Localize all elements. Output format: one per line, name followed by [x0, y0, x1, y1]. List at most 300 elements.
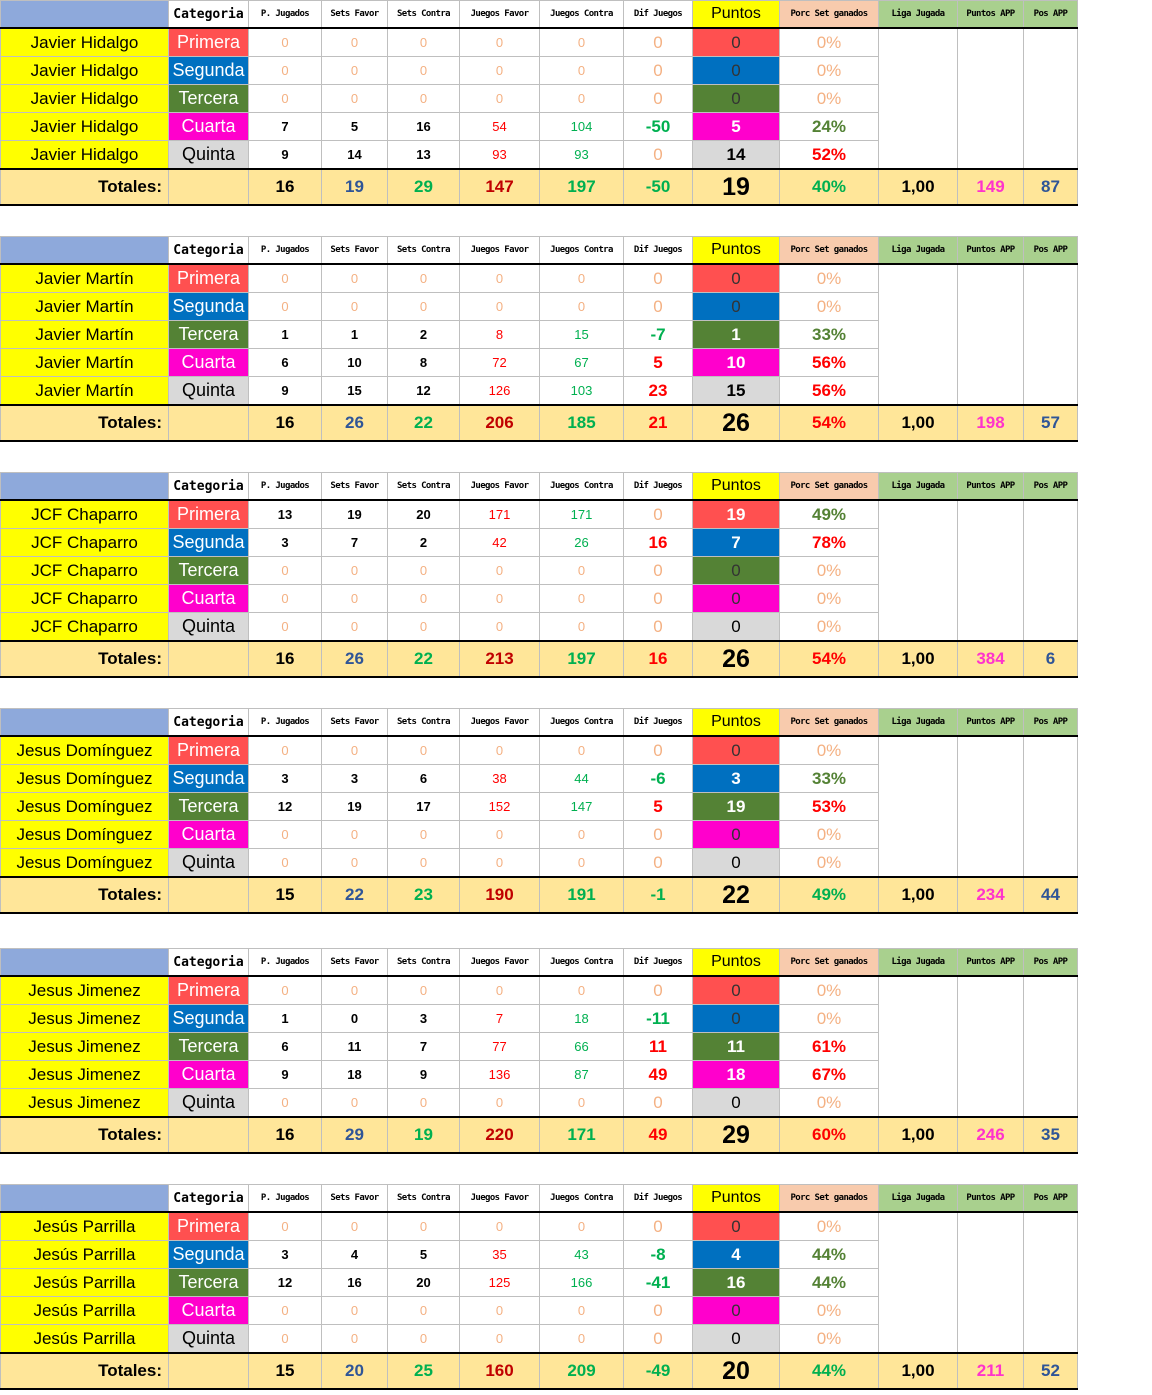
- puntos-cell[interactable]: 14: [693, 141, 780, 170]
- juegos-contra-cell[interactable]: 0: [540, 976, 624, 1005]
- juegos-favor-cell[interactable]: 171: [460, 500, 540, 529]
- porc-set-cell[interactable]: 0%: [780, 28, 879, 57]
- juegos-contra-cell[interactable]: 18: [540, 1005, 624, 1033]
- player-name-cell[interactable]: JCF Chaparro: [1, 529, 169, 557]
- dif-juegos-cell[interactable]: 0: [624, 85, 693, 113]
- juegos-contra-cell[interactable]: 26: [540, 529, 624, 557]
- sets-favor-cell[interactable]: 0: [322, 736, 388, 765]
- juegos-favor-cell[interactable]: 0: [460, 613, 540, 642]
- porc-set-cell[interactable]: 53%: [780, 793, 879, 821]
- header-dif-juegos[interactable]: Dif Juegos: [624, 1, 693, 29]
- total-juegos-favor[interactable]: 213: [460, 641, 540, 677]
- header-blank-cell[interactable]: [1, 1, 169, 29]
- p-jugados-cell[interactable]: 12: [249, 1269, 322, 1297]
- header-sets-favor[interactable]: Sets Favor: [322, 473, 388, 501]
- juegos-favor-cell[interactable]: 35: [460, 1241, 540, 1269]
- puntos-app-cell[interactable]: [958, 500, 1024, 641]
- dif-juegos-cell[interactable]: 11: [624, 1033, 693, 1061]
- sets-contra-cell[interactable]: 0: [388, 293, 460, 321]
- header-puntos-app[interactable]: Puntos APP: [958, 709, 1024, 737]
- player-name-cell[interactable]: Jesus Jimenez: [1, 976, 169, 1005]
- total-pos-app[interactable]: 35: [1024, 1117, 1078, 1153]
- dif-juegos-cell[interactable]: 0: [624, 1297, 693, 1325]
- porc-set-cell[interactable]: 0%: [780, 1212, 879, 1241]
- p-jugados-cell[interactable]: 0: [249, 1325, 322, 1354]
- total-sets-contra[interactable]: 29: [388, 169, 460, 205]
- player-name-cell[interactable]: Javier Martín: [1, 264, 169, 293]
- sets-favor-cell[interactable]: 0: [322, 821, 388, 849]
- category-cell-quinta[interactable]: Quinta: [169, 141, 249, 170]
- total-sets-favor[interactable]: 19: [322, 169, 388, 205]
- header-pos-app[interactable]: Pos APP: [1024, 1185, 1078, 1213]
- juegos-contra-cell[interactable]: 15: [540, 321, 624, 349]
- total-sets-favor[interactable]: 26: [322, 641, 388, 677]
- juegos-favor-cell[interactable]: 0: [460, 849, 540, 878]
- puntos-cell[interactable]: 10: [693, 349, 780, 377]
- juegos-favor-cell[interactable]: 0: [460, 1297, 540, 1325]
- header-juegos-contra[interactable]: Juegos Contra: [540, 1185, 624, 1213]
- sets-favor-cell[interactable]: 0: [322, 976, 388, 1005]
- header-porc[interactable]: Porc Set ganados: [780, 709, 879, 737]
- header-puntos-app[interactable]: Puntos APP: [958, 949, 1024, 977]
- puntos-cell[interactable]: 3: [693, 765, 780, 793]
- player-name-cell[interactable]: Jesus Jimenez: [1, 1061, 169, 1089]
- category-cell-segunda[interactable]: Segunda: [169, 293, 249, 321]
- total-juegos-favor[interactable]: 160: [460, 1353, 540, 1389]
- pos-app-cell[interactable]: [1024, 500, 1078, 641]
- porc-set-cell[interactable]: 0%: [780, 849, 879, 878]
- header-porc[interactable]: Porc Set ganados: [780, 949, 879, 977]
- p-jugados-cell[interactable]: 1: [249, 1005, 322, 1033]
- header-juegos-favor[interactable]: Juegos Favor: [460, 1185, 540, 1213]
- porc-set-cell[interactable]: 0%: [780, 557, 879, 585]
- totals-blank-cell[interactable]: [169, 877, 249, 913]
- p-jugados-cell[interactable]: 9: [249, 377, 322, 406]
- p-jugados-cell[interactable]: 0: [249, 976, 322, 1005]
- dif-juegos-cell[interactable]: 5: [624, 349, 693, 377]
- header-dif-juegos[interactable]: Dif Juegos: [624, 709, 693, 737]
- header-puntos[interactable]: Puntos: [693, 949, 780, 977]
- header-p-jugados[interactable]: P. Jugados: [249, 1, 322, 29]
- juegos-contra-cell[interactable]: 44: [540, 765, 624, 793]
- p-jugados-cell[interactable]: 0: [249, 585, 322, 613]
- juegos-contra-cell[interactable]: 0: [540, 557, 624, 585]
- category-cell-cuarta[interactable]: Cuarta: [169, 585, 249, 613]
- p-jugados-cell[interactable]: 6: [249, 349, 322, 377]
- category-cell-cuarta[interactable]: Cuarta: [169, 113, 249, 141]
- header-sets-favor[interactable]: Sets Favor: [322, 709, 388, 737]
- total-puntos-app[interactable]: 211: [958, 1353, 1024, 1389]
- sets-favor-cell[interactable]: 0: [322, 264, 388, 293]
- juegos-favor-cell[interactable]: 0: [460, 1325, 540, 1354]
- player-name-cell[interactable]: Jesus Jimenez: [1, 1033, 169, 1061]
- juegos-favor-cell[interactable]: 0: [460, 57, 540, 85]
- p-jugados-cell[interactable]: 0: [249, 1089, 322, 1118]
- porc-set-cell[interactable]: 0%: [780, 585, 879, 613]
- puntos-cell[interactable]: 19: [693, 500, 780, 529]
- sets-contra-cell[interactable]: 7: [388, 1033, 460, 1061]
- category-cell-segunda[interactable]: Segunda: [169, 57, 249, 85]
- header-sets-contra[interactable]: Sets Contra: [388, 949, 460, 977]
- total-puntos[interactable]: 19: [693, 169, 780, 205]
- puntos-cell[interactable]: 18: [693, 1061, 780, 1089]
- total-pos-app[interactable]: 52: [1024, 1353, 1078, 1389]
- total-juegos-contra[interactable]: 209: [540, 1353, 624, 1389]
- puntos-app-cell[interactable]: [958, 1212, 1024, 1353]
- header-sets-contra[interactable]: Sets Contra: [388, 709, 460, 737]
- header-juegos-favor[interactable]: Juegos Favor: [460, 237, 540, 265]
- header-categoria[interactable]: Categoria: [169, 473, 249, 501]
- dif-juegos-cell[interactable]: 0: [624, 293, 693, 321]
- player-name-cell[interactable]: Jesús Parrilla: [1, 1212, 169, 1241]
- header-p-jugados[interactable]: P. Jugados: [249, 473, 322, 501]
- sets-favor-cell[interactable]: 14: [322, 141, 388, 170]
- p-jugados-cell[interactable]: 13: [249, 500, 322, 529]
- header-p-jugados[interactable]: P. Jugados: [249, 709, 322, 737]
- totals-blank-cell[interactable]: [169, 1353, 249, 1389]
- total-juegos-contra[interactable]: 191: [540, 877, 624, 913]
- total-p-jugados[interactable]: 16: [249, 405, 322, 441]
- player-name-cell[interactable]: JCF Chaparro: [1, 613, 169, 642]
- p-jugados-cell[interactable]: 12: [249, 793, 322, 821]
- header-puntos-app[interactable]: Puntos APP: [958, 237, 1024, 265]
- juegos-contra-cell[interactable]: 0: [540, 1325, 624, 1354]
- total-sets-contra[interactable]: 22: [388, 405, 460, 441]
- dif-juegos-cell[interactable]: 0: [624, 585, 693, 613]
- puntos-cell[interactable]: 0: [693, 736, 780, 765]
- dif-juegos-cell[interactable]: 0: [624, 736, 693, 765]
- header-juegos-contra[interactable]: Juegos Contra: [540, 1, 624, 29]
- total-puntos-app[interactable]: 234: [958, 877, 1024, 913]
- sets-contra-cell[interactable]: 16: [388, 113, 460, 141]
- total-porc-set[interactable]: 54%: [780, 405, 879, 441]
- header-liga[interactable]: Liga Jugada: [879, 473, 958, 501]
- juegos-contra-cell[interactable]: 0: [540, 1297, 624, 1325]
- total-porc-set[interactable]: 40%: [780, 169, 879, 205]
- total-liga-jugada[interactable]: 1,00: [879, 877, 958, 913]
- sets-favor-cell[interactable]: 0: [322, 293, 388, 321]
- player-name-cell[interactable]: JCF Chaparro: [1, 557, 169, 585]
- sets-contra-cell[interactable]: 0: [388, 613, 460, 642]
- header-categoria[interactable]: Categoria: [169, 949, 249, 977]
- porc-set-cell[interactable]: 0%: [780, 293, 879, 321]
- dif-juegos-cell[interactable]: 0: [624, 821, 693, 849]
- dif-juegos-cell[interactable]: 0: [624, 264, 693, 293]
- juegos-favor-cell[interactable]: 0: [460, 557, 540, 585]
- juegos-contra-cell[interactable]: 0: [540, 57, 624, 85]
- porc-set-cell[interactable]: 0%: [780, 1005, 879, 1033]
- juegos-contra-cell[interactable]: 87: [540, 1061, 624, 1089]
- header-juegos-favor[interactable]: Juegos Favor: [460, 473, 540, 501]
- category-cell-segunda[interactable]: Segunda: [169, 1005, 249, 1033]
- liga-jugada-cell[interactable]: [879, 264, 958, 405]
- porc-set-cell[interactable]: 33%: [780, 765, 879, 793]
- dif-juegos-cell[interactable]: -7: [624, 321, 693, 349]
- total-p-jugados[interactable]: 16: [249, 1117, 322, 1153]
- sets-contra-cell[interactable]: 0: [388, 1089, 460, 1118]
- puntos-cell[interactable]: 0: [693, 293, 780, 321]
- header-sets-favor[interactable]: Sets Favor: [322, 237, 388, 265]
- total-p-jugados[interactable]: 15: [249, 877, 322, 913]
- dif-juegos-cell[interactable]: 49: [624, 1061, 693, 1089]
- dif-juegos-cell[interactable]: -50: [624, 113, 693, 141]
- header-sets-favor[interactable]: Sets Favor: [322, 949, 388, 977]
- juegos-contra-cell[interactable]: 66: [540, 1033, 624, 1061]
- puntos-cell[interactable]: 0: [693, 976, 780, 1005]
- total-sets-contra[interactable]: 22: [388, 641, 460, 677]
- totals-blank-cell[interactable]: [169, 169, 249, 205]
- juegos-contra-cell[interactable]: 0: [540, 264, 624, 293]
- juegos-contra-cell[interactable]: 0: [540, 1089, 624, 1118]
- header-puntos[interactable]: Puntos: [693, 473, 780, 501]
- header-sets-contra[interactable]: Sets Contra: [388, 473, 460, 501]
- totals-blank-cell[interactable]: [169, 405, 249, 441]
- sets-favor-cell[interactable]: 0: [322, 585, 388, 613]
- sets-contra-cell[interactable]: 0: [388, 849, 460, 878]
- total-sets-favor[interactable]: 29: [322, 1117, 388, 1153]
- category-cell-primera[interactable]: Primera: [169, 264, 249, 293]
- juegos-favor-cell[interactable]: 38: [460, 765, 540, 793]
- juegos-contra-cell[interactable]: 0: [540, 821, 624, 849]
- total-juegos-contra[interactable]: 185: [540, 405, 624, 441]
- sets-contra-cell[interactable]: 12: [388, 377, 460, 406]
- puntos-cell[interactable]: 7: [693, 529, 780, 557]
- porc-set-cell[interactable]: 56%: [780, 377, 879, 406]
- category-cell-tercera[interactable]: Tercera: [169, 557, 249, 585]
- totals-label[interactable]: Totales:: [1, 1117, 169, 1153]
- porc-set-cell[interactable]: 0%: [780, 613, 879, 642]
- total-liga-jugada[interactable]: 1,00: [879, 1117, 958, 1153]
- sets-favor-cell[interactable]: 0: [322, 85, 388, 113]
- total-liga-jugada[interactable]: 1,00: [879, 169, 958, 205]
- header-puntos[interactable]: Puntos: [693, 1185, 780, 1213]
- header-liga[interactable]: Liga Jugada: [879, 237, 958, 265]
- total-puntos[interactable]: 20: [693, 1353, 780, 1389]
- dif-juegos-cell[interactable]: 0: [624, 28, 693, 57]
- total-juegos-favor[interactable]: 220: [460, 1117, 540, 1153]
- juegos-contra-cell[interactable]: 67: [540, 349, 624, 377]
- header-categoria[interactable]: Categoria: [169, 237, 249, 265]
- sets-contra-cell[interactable]: 0: [388, 736, 460, 765]
- total-liga-jugada[interactable]: 1,00: [879, 1353, 958, 1389]
- porc-set-cell[interactable]: 0%: [780, 264, 879, 293]
- juegos-favor-cell[interactable]: 0: [460, 293, 540, 321]
- category-cell-primera[interactable]: Primera: [169, 1212, 249, 1241]
- player-name-cell[interactable]: JCF Chaparro: [1, 585, 169, 613]
- porc-set-cell[interactable]: 78%: [780, 529, 879, 557]
- puntos-cell[interactable]: 15: [693, 377, 780, 406]
- header-pos-app[interactable]: Pos APP: [1024, 473, 1078, 501]
- p-jugados-cell[interactable]: 0: [249, 1297, 322, 1325]
- juegos-contra-cell[interactable]: 0: [540, 1212, 624, 1241]
- player-name-cell[interactable]: Jesús Parrilla: [1, 1297, 169, 1325]
- player-name-cell[interactable]: Javier Martín: [1, 293, 169, 321]
- header-categoria[interactable]: Categoria: [169, 1, 249, 29]
- total-juegos-favor[interactable]: 190: [460, 877, 540, 913]
- juegos-favor-cell[interactable]: 0: [460, 1212, 540, 1241]
- p-jugados-cell[interactable]: 0: [249, 557, 322, 585]
- total-dif-juegos[interactable]: -1: [624, 877, 693, 913]
- p-jugados-cell[interactable]: 0: [249, 28, 322, 57]
- p-jugados-cell[interactable]: 0: [249, 85, 322, 113]
- category-cell-tercera[interactable]: Tercera: [169, 321, 249, 349]
- puntos-cell[interactable]: 1: [693, 321, 780, 349]
- header-categoria[interactable]: Categoria: [169, 709, 249, 737]
- sets-contra-cell[interactable]: 8: [388, 349, 460, 377]
- dif-juegos-cell[interactable]: 0: [624, 1212, 693, 1241]
- sets-favor-cell[interactable]: 3: [322, 765, 388, 793]
- juegos-contra-cell[interactable]: 0: [540, 585, 624, 613]
- player-name-cell[interactable]: Jesus Domínguez: [1, 736, 169, 765]
- liga-jugada-cell[interactable]: [879, 28, 958, 169]
- dif-juegos-cell[interactable]: 0: [624, 976, 693, 1005]
- category-cell-cuarta[interactable]: Cuarta: [169, 1297, 249, 1325]
- porc-set-cell[interactable]: 0%: [780, 1325, 879, 1354]
- sets-favor-cell[interactable]: 19: [322, 793, 388, 821]
- totals-label[interactable]: Totales:: [1, 169, 169, 205]
- total-puntos[interactable]: 29: [693, 1117, 780, 1153]
- juegos-contra-cell[interactable]: 43: [540, 1241, 624, 1269]
- total-dif-juegos[interactable]: 49: [624, 1117, 693, 1153]
- header-dif-juegos[interactable]: Dif Juegos: [624, 949, 693, 977]
- sets-favor-cell[interactable]: 4: [322, 1241, 388, 1269]
- header-sets-favor[interactable]: Sets Favor: [322, 1, 388, 29]
- player-name-cell[interactable]: Javier Martín: [1, 349, 169, 377]
- header-blank-cell[interactable]: [1, 709, 169, 737]
- total-sets-contra[interactable]: 19: [388, 1117, 460, 1153]
- puntos-cell[interactable]: 0: [693, 821, 780, 849]
- dif-juegos-cell[interactable]: 0: [624, 1089, 693, 1118]
- header-pos-app[interactable]: Pos APP: [1024, 237, 1078, 265]
- header-blank-cell[interactable]: [1, 473, 169, 501]
- puntos-cell[interactable]: 0: [693, 1212, 780, 1241]
- category-cell-tercera[interactable]: Tercera: [169, 1269, 249, 1297]
- juegos-favor-cell[interactable]: 0: [460, 264, 540, 293]
- juegos-favor-cell[interactable]: 0: [460, 821, 540, 849]
- porc-set-cell[interactable]: 0%: [780, 1089, 879, 1118]
- liga-jugada-cell[interactable]: [879, 736, 958, 877]
- header-p-jugados[interactable]: P. Jugados: [249, 237, 322, 265]
- dif-juegos-cell[interactable]: 0: [624, 500, 693, 529]
- sets-favor-cell[interactable]: 0: [322, 1325, 388, 1354]
- player-name-cell[interactable]: Javier Hidalgo: [1, 85, 169, 113]
- p-jugados-cell[interactable]: 0: [249, 849, 322, 878]
- total-pos-app[interactable]: 57: [1024, 405, 1078, 441]
- porc-set-cell[interactable]: 0%: [780, 821, 879, 849]
- total-pos-app[interactable]: 6: [1024, 641, 1078, 677]
- puntos-app-cell[interactable]: [958, 264, 1024, 405]
- sets-contra-cell[interactable]: 0: [388, 1297, 460, 1325]
- puntos-cell[interactable]: 0: [693, 1325, 780, 1354]
- dif-juegos-cell[interactable]: -11: [624, 1005, 693, 1033]
- total-juegos-contra[interactable]: 171: [540, 1117, 624, 1153]
- puntos-cell[interactable]: 0: [693, 849, 780, 878]
- total-dif-juegos[interactable]: 21: [624, 405, 693, 441]
- sets-contra-cell[interactable]: 20: [388, 500, 460, 529]
- juegos-favor-cell[interactable]: 93: [460, 141, 540, 170]
- liga-jugada-cell[interactable]: [879, 1212, 958, 1353]
- header-sets-contra[interactable]: Sets Contra: [388, 1, 460, 29]
- p-jugados-cell[interactable]: 9: [249, 141, 322, 170]
- pos-app-cell[interactable]: [1024, 976, 1078, 1117]
- p-jugados-cell[interactable]: 3: [249, 765, 322, 793]
- porc-set-cell[interactable]: 52%: [780, 141, 879, 170]
- sets-favor-cell[interactable]: 0: [322, 28, 388, 57]
- sets-favor-cell[interactable]: 0: [322, 849, 388, 878]
- total-dif-juegos[interactable]: 16: [624, 641, 693, 677]
- header-puntos[interactable]: Puntos: [693, 1, 780, 29]
- sets-contra-cell[interactable]: 9: [388, 1061, 460, 1089]
- total-puntos[interactable]: 22: [693, 877, 780, 913]
- sets-contra-cell[interactable]: 0: [388, 28, 460, 57]
- juegos-favor-cell[interactable]: 0: [460, 585, 540, 613]
- header-blank-cell[interactable]: [1, 949, 169, 977]
- porc-set-cell[interactable]: 67%: [780, 1061, 879, 1089]
- dif-juegos-cell[interactable]: 0: [624, 141, 693, 170]
- player-name-cell[interactable]: Jesus Domínguez: [1, 765, 169, 793]
- juegos-contra-cell[interactable]: 103: [540, 377, 624, 406]
- category-cell-segunda[interactable]: Segunda: [169, 765, 249, 793]
- total-pos-app[interactable]: 44: [1024, 877, 1078, 913]
- player-name-cell[interactable]: Javier Hidalgo: [1, 141, 169, 170]
- puntos-cell[interactable]: 0: [693, 1297, 780, 1325]
- player-name-cell[interactable]: JCF Chaparro: [1, 500, 169, 529]
- category-cell-primera[interactable]: Primera: [169, 28, 249, 57]
- header-p-jugados[interactable]: P. Jugados: [249, 949, 322, 977]
- player-name-cell[interactable]: Javier Hidalgo: [1, 113, 169, 141]
- sets-contra-cell[interactable]: 2: [388, 529, 460, 557]
- p-jugados-cell[interactable]: 3: [249, 529, 322, 557]
- sets-favor-cell[interactable]: 10: [322, 349, 388, 377]
- player-name-cell[interactable]: Javier Hidalgo: [1, 28, 169, 57]
- juegos-contra-cell[interactable]: 0: [540, 849, 624, 878]
- category-cell-quinta[interactable]: Quinta: [169, 849, 249, 878]
- puntos-cell[interactable]: 0: [693, 28, 780, 57]
- puntos-cell[interactable]: 19: [693, 793, 780, 821]
- totals-label[interactable]: Totales:: [1, 641, 169, 677]
- liga-jugada-cell[interactable]: [879, 976, 958, 1117]
- juegos-contra-cell[interactable]: 166: [540, 1269, 624, 1297]
- sets-favor-cell[interactable]: 0: [322, 57, 388, 85]
- header-blank-cell[interactable]: [1, 237, 169, 265]
- header-juegos-favor[interactable]: Juegos Favor: [460, 709, 540, 737]
- juegos-favor-cell[interactable]: 0: [460, 736, 540, 765]
- total-porc-set[interactable]: 54%: [780, 641, 879, 677]
- totals-blank-cell[interactable]: [169, 641, 249, 677]
- header-liga[interactable]: Liga Jugada: [879, 949, 958, 977]
- header-dif-juegos[interactable]: Dif Juegos: [624, 473, 693, 501]
- total-puntos[interactable]: 26: [693, 405, 780, 441]
- category-cell-cuarta[interactable]: Cuarta: [169, 821, 249, 849]
- porc-set-cell[interactable]: 61%: [780, 1033, 879, 1061]
- juegos-contra-cell[interactable]: 0: [540, 28, 624, 57]
- total-pos-app[interactable]: 87: [1024, 169, 1078, 205]
- total-dif-juegos[interactable]: -50: [624, 169, 693, 205]
- puntos-cell[interactable]: 0: [693, 264, 780, 293]
- player-name-cell[interactable]: Jesus Jimenez: [1, 1005, 169, 1033]
- total-p-jugados[interactable]: 15: [249, 1353, 322, 1389]
- juegos-favor-cell[interactable]: 0: [460, 976, 540, 1005]
- puntos-cell[interactable]: 0: [693, 1005, 780, 1033]
- dif-juegos-cell[interactable]: 16: [624, 529, 693, 557]
- porc-set-cell[interactable]: 44%: [780, 1241, 879, 1269]
- player-name-cell[interactable]: Jesús Parrilla: [1, 1325, 169, 1354]
- header-puntos-app[interactable]: Puntos APP: [958, 473, 1024, 501]
- juegos-contra-cell[interactable]: 0: [540, 293, 624, 321]
- total-sets-favor[interactable]: 22: [322, 877, 388, 913]
- sets-favor-cell[interactable]: 11: [322, 1033, 388, 1061]
- sets-favor-cell[interactable]: 19: [322, 500, 388, 529]
